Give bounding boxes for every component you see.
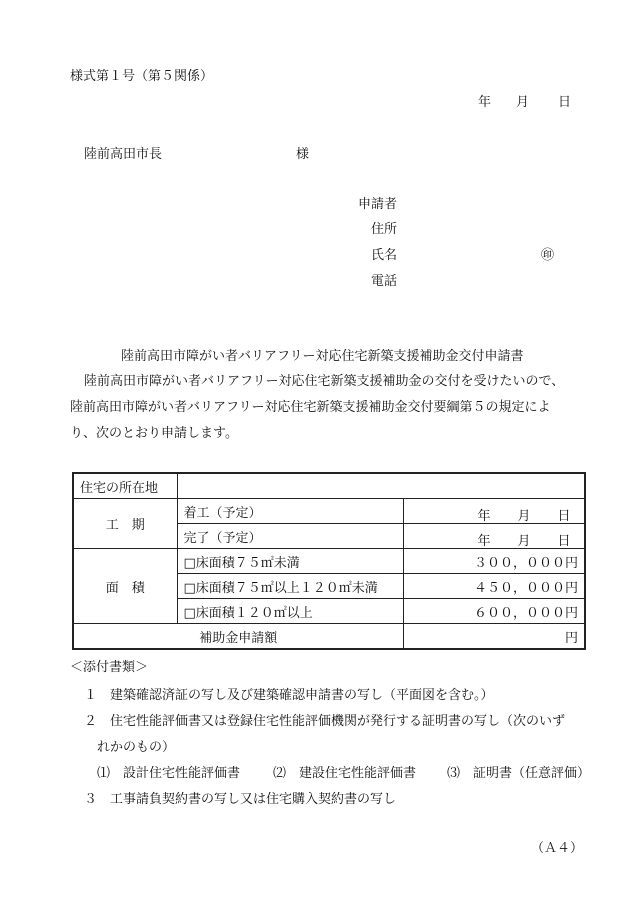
- attachment-item-2-cont: れかのもの）: [97, 740, 176, 755]
- area-label: 面 積: [73, 549, 177, 624]
- table-row: [73, 549, 585, 574]
- area-amount-1: ３００，０００円: [403, 549, 585, 574]
- seal-mark: ㊞: [541, 248, 555, 263]
- date-day: 日: [558, 95, 572, 110]
- attachment-sub-1: ⑴ 設計住宅性能評価書: [97, 766, 241, 781]
- area-amount-3: ６００，０００円: [403, 599, 585, 624]
- end-year: 年: [477, 534, 491, 549]
- end-month: 月: [517, 534, 531, 549]
- date-month: 月: [516, 95, 530, 110]
- start-month: 月: [517, 509, 531, 524]
- paper-size: （Ａ４）: [531, 841, 584, 856]
- start-day: 日: [557, 509, 571, 524]
- application-table: [72, 472, 586, 650]
- total-amount-cell[interactable]: 円: [403, 624, 585, 650]
- attachment-item-2: ２ 住宅性能評価書又は登録住宅性能評価機関が発行する証明書の写し（次のいず: [84, 714, 566, 729]
- name-label: 氏名: [371, 248, 398, 263]
- table-row: [73, 499, 585, 524]
- location-label: 住宅の所在地: [73, 473, 177, 499]
- location-value[interactable]: [177, 473, 585, 499]
- end-day: 日: [557, 534, 571, 549]
- form-number: 様式第１号（第５関係）: [70, 69, 214, 84]
- start-year: 年: [477, 509, 491, 524]
- attachment-sub-3: ⑶ 証明書（任意評価）: [447, 766, 591, 781]
- date-year: 年: [478, 95, 492, 110]
- document-title: 陸前高田市障がい者バリアフリー対応住宅新築支援補助金交付申請書: [121, 349, 524, 364]
- body-line-1: 陸前高田市障がい者バリアフリー対応住宅新築支援補助金の交付を受けたいので、: [84, 374, 565, 389]
- start-date-cell[interactable]: [403, 499, 585, 524]
- applicant-label: 申請者: [358, 197, 398, 212]
- table-row: [73, 473, 585, 499]
- area-option-2[interactable]: □床面積７５㎡以上１２０㎡未満: [177, 574, 403, 599]
- attachments-heading: ＜添付書類＞: [70, 660, 149, 675]
- period-label: 工 期: [73, 499, 177, 549]
- attachment-item-1: １ 建築確認済証の写し及び建築確認申請書の写し（平面図を含む。）: [84, 688, 494, 703]
- area-amount-2: ４５０，０００円: [403, 574, 585, 599]
- table-row: [73, 624, 585, 650]
- total-label: 補助金申請額: [73, 624, 403, 650]
- body-line-3: り、次のとおり申請します。: [70, 426, 238, 441]
- end-label: 完了（予定）: [177, 524, 403, 549]
- attachment-sub-2: ⑵ 建設住宅性能評価書: [273, 766, 417, 781]
- attachment-item-3: ３ 工事請負契約書の写し又は住宅購入契約書の写し: [84, 792, 397, 807]
- date-line: [478, 96, 578, 110]
- area-option-1[interactable]: □床面積７５㎡未満: [177, 549, 403, 574]
- phone-label: 電話: [371, 274, 398, 289]
- start-label: 着工（予定）: [177, 499, 403, 524]
- body-line-2: 陸前高田市障がい者バリアフリー対応住宅新築支援補助金交付要綱第５の規定によ: [70, 400, 551, 415]
- addressee-name: 陸前高田市長: [84, 147, 163, 162]
- area-option-3[interactable]: □床面積１２０㎡以上: [177, 599, 403, 624]
- end-date-cell[interactable]: [403, 524, 585, 549]
- addressee-honorific: 様: [296, 147, 310, 162]
- address-label: 住所: [371, 222, 398, 237]
